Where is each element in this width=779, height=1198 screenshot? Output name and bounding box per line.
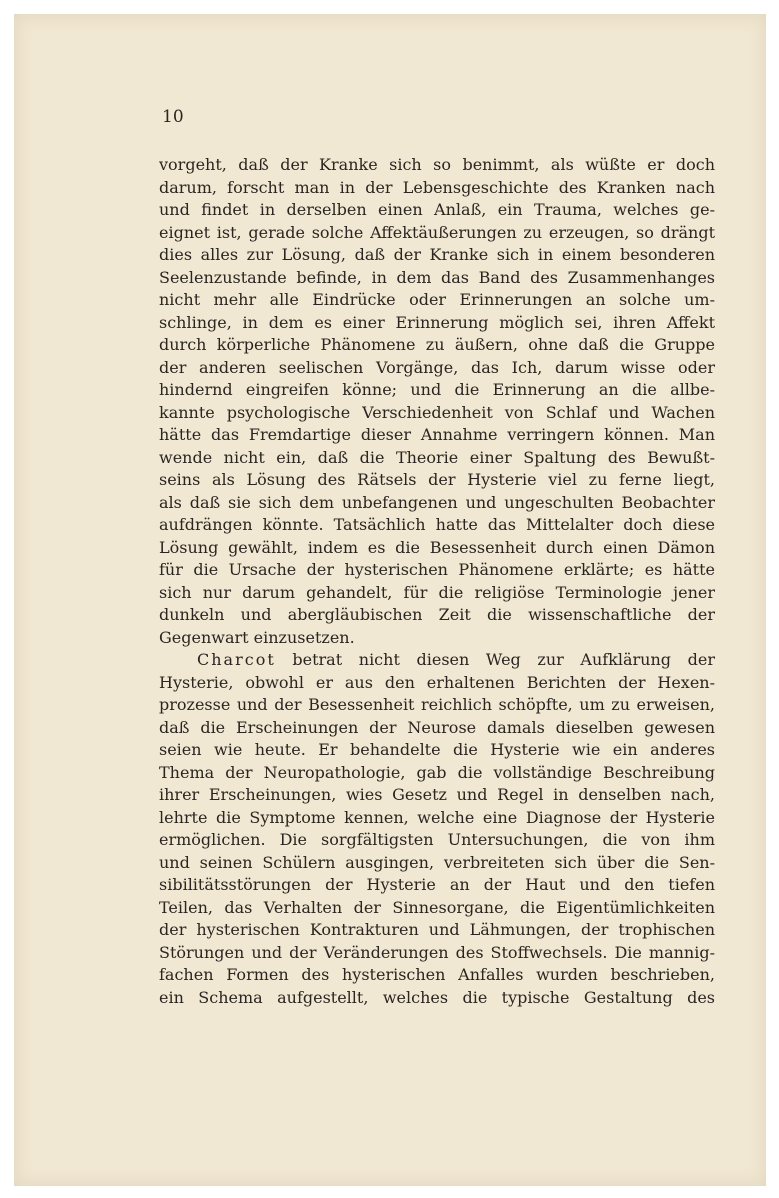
text-line: ein Schema aufgestellt, welches die typische Gestaltung des: [159, 987, 715, 1007]
text-line: hindernd eingreifen könne; und die Erinnerung an die allbe-: [159, 380, 715, 399]
text-line: kannte psychologische Verschiedenheit von Schlaf und Wachen: [159, 402, 715, 422]
first-line-rest: betrat nicht diesen Weg zur Aufklärung der: [292, 650, 715, 669]
text-line: seien wie heute. Er behandelte die Hysterie wie ein anderes: [159, 740, 715, 759]
author-name: Charcot: [197, 650, 276, 669]
text-line: ihrer Erscheinungen, wies Gesetz und Regel in denselben nach,: [159, 785, 715, 804]
text-line: Teilen, das Verhalten der Sinnesorgane, die Eigentümlichkeiten: [159, 897, 715, 917]
text-line: prozesse und der Besessenheit reichlich schöpfte, um zu erweisen,: [159, 695, 715, 714]
text-line: Störungen und der Veränderungen des Stoffwechsels. Die mannig-: [159, 942, 715, 962]
text-line: Thema der Neuropathologie, gab die vollständige Beschreibung: [159, 762, 715, 782]
book-page: [14, 14, 766, 1186]
page-number: 10: [162, 107, 184, 127]
body-text: [159, 154, 715, 1009]
text-line: nicht mehr alle Eindrücke oder Erinnerungen an solche um-: [159, 290, 715, 309]
text-line: sibilitätsstörungen der Hysterie an der Haut und den tiefen: [159, 875, 715, 894]
text-line: schlinge, in dem es einer Erinnerung möglich sei, ihren Affekt: [159, 312, 715, 332]
text-line: Hysterie, obwohl er aus den erhaltenen Berichten der Hexen-: [159, 672, 715, 692]
paragraph-1: [159, 154, 715, 649]
text-line: lehrte die Symptome kennen, welche eine Diagnose der Hysterie: [159, 807, 715, 827]
text-line: der anderen seelischen Vorgänge, das Ich, darum wisse oder: [159, 357, 715, 377]
text-line: dunkeln und abergläubischen Zeit die wissenschaftliche der: [159, 605, 715, 624]
text-line: Seelenzustande befinde, in dem das Band des Zusammenhanges: [159, 267, 715, 287]
text-line: hätte das Fremdartige dieser Annahme verringern können. Man: [159, 425, 715, 444]
text-line: Lösung gewählt, indem es die Besessenheit durch einen Dämon: [159, 537, 715, 557]
text-line: daß die Erscheinungen der Neurose damals dieselben gewesen: [159, 717, 715, 737]
text-line: der hysterischen Kontrakturen und Lähmungen, der trophischen: [159, 920, 715, 939]
text-line: für die Ursache der hysterischen Phänomene erklärte; es hätte: [159, 560, 715, 579]
text-line: und findet in derselben einen Anlaß, ein Trauma, welches ge-: [159, 200, 715, 219]
text-line: sich nur darum gehandelt, für die religiöse Terminologie jener: [159, 582, 715, 602]
text-line: ermöglichen. Die sorgfältigsten Untersuchungen, die von ihm: [159, 830, 715, 849]
text-line: als daß sie sich dem unbefangenen und ungeschulten Beobachter: [159, 492, 715, 512]
text-line-first: [159, 649, 715, 672]
text-line: durch körperliche Phänomene zu äußern, ohne daß die Gruppe: [159, 335, 715, 354]
text-line: dies alles zur Lösung, daß der Kranke sich in einem besonderen: [159, 245, 715, 264]
text-line: vorgeht, daß der Kranke sich so benimmt, als wüßte er doch: [159, 155, 715, 174]
text-line: fachen Formen des hysterischen Anfalles wurden beschrieben,: [159, 965, 715, 984]
text-line: darum, forscht man in der Lebensgeschichte des Kranken nach: [159, 177, 715, 197]
paragraph-2: [159, 649, 715, 1009]
text-line: wende nicht ein, daß die Theorie einer Spaltung des Bewußt-: [159, 447, 715, 467]
text-line: eignet ist, gerade solche Affektäußerungen zu erzeugen, so drängt: [159, 222, 715, 242]
text-line: seins als Lösung des Rätsels der Hysterie viel zu ferne liegt,: [159, 470, 715, 489]
text-line: und seinen Schülern ausgingen, verbreiteten sich über die Sen-: [159, 852, 715, 872]
text-line: Gegenwart einzusetzen.: [159, 627, 355, 647]
text-line: aufdrängen könnte. Tatsächlich hatte das Mittelalter doch diese: [159, 515, 715, 534]
